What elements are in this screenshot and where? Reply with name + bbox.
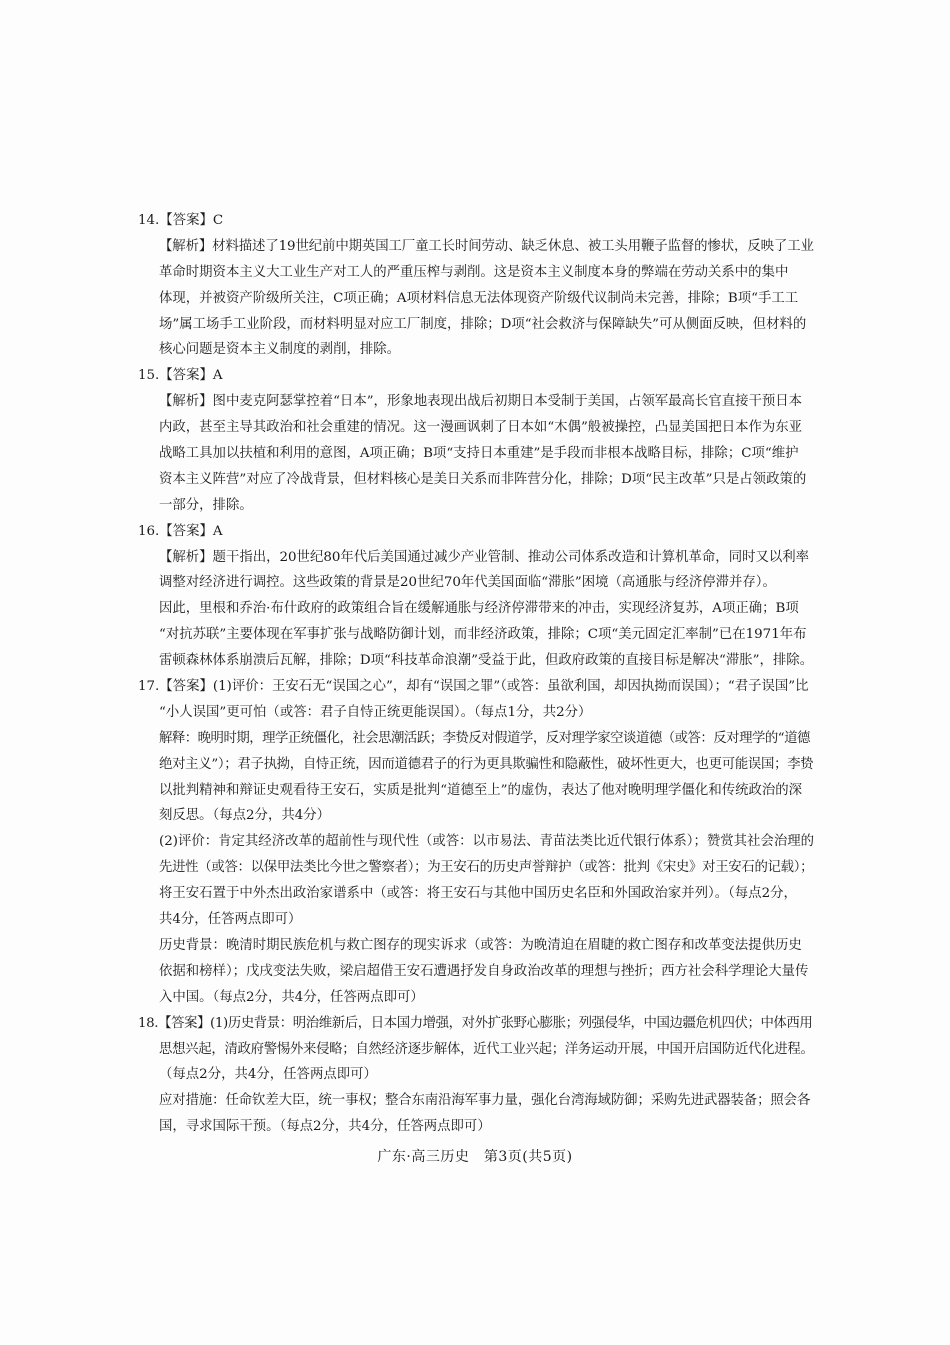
question-17-answer: 17.【答案】(1)评价：王安石无“误国之心”，却有“误国之罪”（或答：虽欲利国，却因执拗而误国）；“君子误国”比 bbox=[138, 679, 809, 695]
question-15-block bbox=[138, 363, 814, 518]
question-14-analysis-line: 核心问题是资本主义制度的剥削，排除。 bbox=[159, 342, 401, 358]
question-15-analysis-line: 一部分，排除。 bbox=[159, 497, 253, 513]
question-17-line: 刻反思。（每点2分，共4分） bbox=[159, 808, 331, 824]
question-18-block bbox=[138, 1011, 814, 1140]
question-17-line: 以批判精神和辩证史观看待王安石，实质是批判“道德至上”的虚伪，表达了他对晚明理学僵化和传统政治的深 bbox=[159, 782, 803, 798]
question-17-block bbox=[138, 674, 814, 1011]
question-16-analysis-line: “对抗苏联”主要体现在军事扩张与战略防御计划，而非经济政策，排除；C项“美元固定汇率制”已在1971年布 bbox=[159, 627, 807, 643]
question-17-line: 依据和榜样）；戊戌变法失败，梁启超借王安石遭遇抒发自身政治改革的理想与挫折；西方社会科学理论大量传 bbox=[159, 963, 809, 979]
question-15-answer: 15.【答案】A bbox=[138, 368, 223, 384]
question-14-analysis-line: 场”属工场手工业阶段，而材料明显对应工厂制度，排除；D项“社会救济与保障缺失”可从侧面反映，但材料的 bbox=[159, 316, 807, 332]
question-16-block bbox=[138, 519, 814, 674]
question-16-analysis-line: 因此，里根和乔治·布什政府的政策组合旨在缓解通胀与经济停滞带来的冲击，实现经济复苏，A项正确；B项 bbox=[159, 601, 799, 617]
question-14-analysis-line: 革命时期资本主义大工业生产对工人的严重压榨与剥削。这是资本主义制度本身的弊端在劳动关系中的集中 bbox=[159, 264, 789, 280]
question-14-answer: 14.【答案】C bbox=[138, 213, 224, 228]
question-16-analysis-line: 雷顿森林体系崩溃后瓦解，排除；D项“科技革命浪潮”受益于此，但政府政策的直接目标是解决“滞胀”，排除。 bbox=[159, 653, 814, 669]
question-17-line: “小人误国”更可怕（或答：君子自恃正统更能误国）。（每点1分，共2分） bbox=[159, 704, 592, 720]
question-18-line: 应对措施：任命钦差大臣，统一事权；整合东南沿海军事力量，强化台湾海域防御；采购先进武器装备；照会各 bbox=[159, 1093, 811, 1109]
question-17-line: 共4分，任答两点即可） bbox=[159, 912, 302, 928]
question-18-line: 国，寻求国际干预。（每点2分，共4分，任答两点即可） bbox=[159, 1119, 491, 1135]
question-15-analysis-line: 战略工具加以扶植和利用的意图，A项正确；B项“支持日本重建”是手段而非根本战略目标，排除；C项“维护 bbox=[159, 446, 799, 462]
question-15-analysis-line: 资本主义阵营”对应了冷战背景，但材料核心是美日关系而非阵营分化，排除；D项“民主改革”只是占领政策的 bbox=[159, 471, 807, 487]
question-16-answer: 16.【答案】A bbox=[138, 523, 223, 539]
question-17-line: (2)评价：肯定其经济改革的超前性与现代性（或答：以市易法、青苗法类比近代银行体系）；赞赏其社会治理的 bbox=[159, 834, 815, 850]
question-17-line: 历史背景：晚清时期民族危机与救亡图存的现实诉求（或答：为晚清迫在眉睫的救亡图存和改革变法提供历史 bbox=[159, 937, 802, 953]
question-18-answer: 18.【答案】(1)历史背景：明治维新后，日本国力增强，对外扩张野心膨胀；列强侵华，中国边疆危机四伏；中体西用 bbox=[138, 1015, 813, 1031]
question-17-line: 先进性（或答：以保甲法类比今世之警察者）；为王安石的历史声誉辩护（或答：批判《宋史》对王安石的记载）； bbox=[159, 860, 814, 876]
question-14-analysis-line: 体现，并被资产阶级所关注，C项正确；A项材料信息无法体现资产阶级代议制尚未完善，排除；B项“手工工 bbox=[159, 290, 799, 306]
question-14-analysis-line: 【解析】材料描述了19世纪前中期英国工厂童工长时间劳动、缺乏休息、被工头用鞭子监督的惨状，反映了工业 bbox=[159, 238, 814, 254]
question-15-analysis-line: 【解析】图中麦克阿瑟掌控着“日本”，形象地表现出战后初期日本受制于美国，占领军最高长官直接干预日本 bbox=[159, 394, 803, 410]
question-16-analysis-line: 【解析】题干指出，20世纪80年代后美国通过减少产业管制、推动公司体系改造和计算机革命，同时又以利率 bbox=[159, 549, 810, 565]
question-17-line: 解释：晚明时期，理学正统僵化，社会思潮活跃；李贽反对假道学，反对理学家空谈道德（或答：反对理学的“道德 bbox=[159, 730, 810, 746]
question-17-line: 入中国。（每点2分，共4分，任答两点即可） bbox=[159, 989, 424, 1005]
page-footer: 广东·高三历史 第3页(共5页) bbox=[377, 1149, 573, 1165]
question-17-line: 将王安石置于中外杰出政治家谱系中（或答：将王安石与其他中国历史名臣和外国政治家并列）。（每点2分， bbox=[159, 886, 797, 902]
question-15-analysis-line: 内政，甚至主导其政治和社会重建的情况。这一漫画讽刺了日本如“木偶”般被操控，凸显美国把日本作为东亚 bbox=[159, 420, 803, 436]
answer-content bbox=[138, 208, 814, 1140]
question-18-line: （每点2分，共4分，任答两点即可） bbox=[159, 1067, 377, 1083]
question-18-line: 思想兴起，清政府警惕外来侵略；自然经济逐步解体，近代工业兴起；洋务运动开展，中国开启国防近代化进程。 bbox=[159, 1041, 814, 1057]
question-17-line: 绝对主义”）；君子执拗，自恃正统，因而道德君子的行为更具欺骗性和隐蔽性，破坏性更大，也更可能误国；李贽 bbox=[159, 756, 814, 772]
question-16-analysis-line: 调整对经济进行调控。这些政策的背景是20世纪70年代美国面临“滞胀”困境（高通胀与经济停滞并存）。 bbox=[159, 575, 776, 591]
question-14-block bbox=[138, 208, 814, 363]
